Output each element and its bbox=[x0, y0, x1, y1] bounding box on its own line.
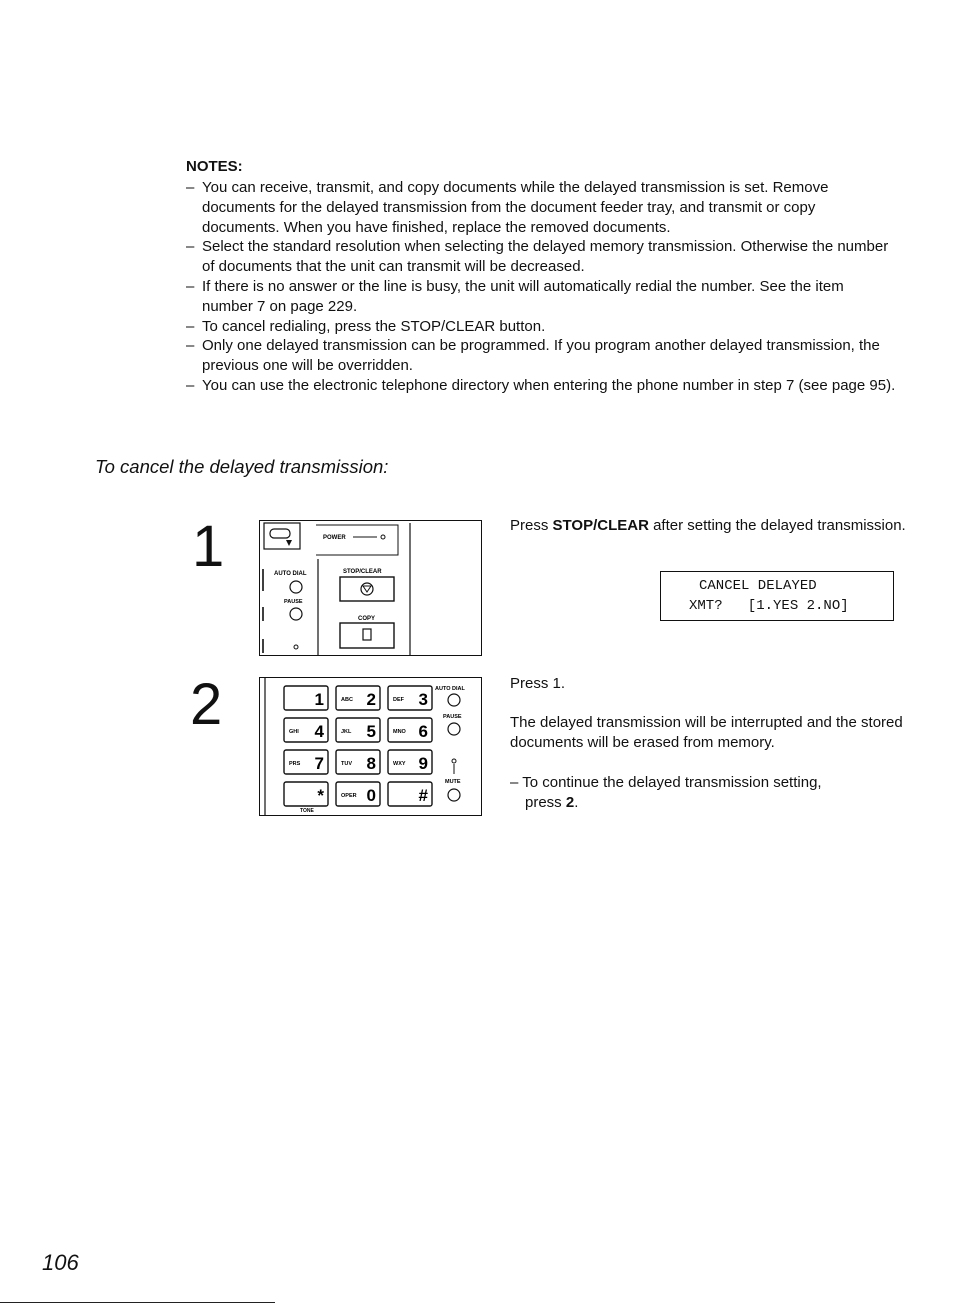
step-1-number: 1 bbox=[192, 514, 225, 579]
step-2-result-text: The delayed transmission will be interrupted and the stored documents will be erased from memory. bbox=[510, 714, 903, 751]
step-2-press-text: Press 1. bbox=[510, 675, 566, 692]
keypad-key bbox=[336, 686, 380, 710]
key-digit: # bbox=[418, 786, 428, 805]
key-digit: 8 bbox=[366, 754, 376, 773]
key-digit: 0 bbox=[366, 786, 376, 805]
keypad-key bbox=[284, 718, 328, 742]
lcd-line-2: XMT? [1.YES 2.NO] bbox=[689, 598, 849, 614]
keypad-drawing bbox=[260, 678, 481, 815]
keypad-auto-dial-button bbox=[448, 694, 460, 706]
stop-clear-button bbox=[340, 577, 394, 601]
keypad-key bbox=[284, 750, 328, 774]
auto-dial-label: AUTO DIAL bbox=[274, 571, 307, 577]
control-panel-drawing bbox=[260, 521, 481, 655]
tone-label: TONE bbox=[300, 808, 314, 814]
keypad-pause-button bbox=[448, 723, 460, 735]
step-2-continue-key: press 2. bbox=[525, 794, 579, 811]
key-letters: ABC bbox=[341, 697, 353, 703]
key-digit: * bbox=[317, 786, 324, 805]
key-digit: 1 bbox=[314, 690, 324, 709]
stop-clear-label: STOP/CLEAR bbox=[343, 569, 382, 575]
key-letters: MNO bbox=[393, 729, 406, 735]
key-letters: DEF bbox=[393, 697, 404, 703]
lcd-display bbox=[660, 571, 894, 621]
stop-clear-key-name: STOP/CLEAR bbox=[552, 517, 649, 534]
mute-button bbox=[448, 789, 460, 801]
section-heading: To cancel the delayed transmission: bbox=[95, 456, 389, 477]
key-digit: 9 bbox=[418, 754, 428, 773]
pause-label: PAUSE bbox=[284, 599, 303, 605]
keypad-illustration bbox=[259, 677, 482, 816]
auto-dial-button bbox=[290, 581, 302, 593]
keypad-key bbox=[388, 750, 432, 774]
bottom-rule bbox=[0, 1302, 275, 1303]
step-2-number: 2 bbox=[190, 672, 223, 737]
key-2-name: 2 bbox=[565, 794, 575, 811]
copy-button bbox=[340, 623, 394, 648]
key-digit: 3 bbox=[418, 690, 428, 709]
keypad-key bbox=[336, 750, 380, 774]
keypad-key bbox=[336, 718, 380, 742]
mute-label: MUTE bbox=[445, 779, 461, 785]
keypad-pause-label: PAUSE bbox=[443, 714, 462, 720]
step-1-instruction: Press STOP/CLEAR after setting the delayed transmission. bbox=[510, 517, 906, 534]
lcd-line-1: CANCEL DELAYED bbox=[699, 578, 817, 594]
key-letters: PRS bbox=[289, 761, 301, 767]
key-letters: JKL bbox=[341, 729, 352, 735]
control-panel-illustration bbox=[259, 520, 482, 656]
copy-label: COPY bbox=[358, 616, 376, 622]
note-item: – Only one delayed transmission can be programmed. If you program another delayed transmission, the previous one will be overridden. bbox=[186, 336, 896, 376]
notes-title: NOTES: bbox=[186, 158, 243, 175]
notes-list bbox=[186, 178, 896, 396]
page-number: 106 bbox=[42, 1250, 79, 1275]
pause-button bbox=[290, 608, 302, 620]
key-letters: OPER bbox=[341, 793, 357, 799]
note-item: – You can use the electronic telephone directory when entering the phone number in step 7 (see page 95). bbox=[186, 376, 896, 396]
keypad-key bbox=[336, 782, 380, 806]
key-letters: TUV bbox=[341, 761, 352, 767]
key-letters: WXY bbox=[393, 761, 406, 767]
note-item: – If there is no answer or the line is busy, the unit will automatically redial the number. See the item number 7 on page 229. bbox=[186, 277, 896, 317]
keypad-key bbox=[284, 782, 328, 806]
key-digit: 5 bbox=[366, 722, 376, 741]
note-item: – Select the standard resolution when selecting the delayed memory transmission. Otherwise the number of documents that the unit can transmit will be decreased. bbox=[186, 237, 896, 277]
key-digit: 7 bbox=[314, 754, 324, 773]
power-label: POWER bbox=[323, 535, 346, 541]
key-digit: 2 bbox=[366, 690, 376, 709]
step-2-continue-text: – To continue the delayed transmission setting, bbox=[510, 774, 822, 791]
note-item: – To cancel redialing, press the STOP/CLEAR button. bbox=[186, 317, 896, 337]
keypad-key bbox=[388, 686, 432, 710]
keypad-key bbox=[284, 686, 328, 710]
key-digit: 4 bbox=[314, 722, 324, 741]
keypad-auto-dial-label: AUTO DIAL bbox=[435, 686, 465, 692]
note-item: – You can receive, transmit, and copy documents while the delayed transmission is set. Remove documents for the delayed transmission from the document feeder tray, and transmit or copy documents. When you have finished, replace the removed documents. bbox=[186, 178, 896, 237]
key-digit: 6 bbox=[418, 722, 428, 741]
key-letters: GHI bbox=[289, 729, 299, 735]
keypad-key bbox=[388, 782, 432, 806]
keypad-key bbox=[388, 718, 432, 742]
